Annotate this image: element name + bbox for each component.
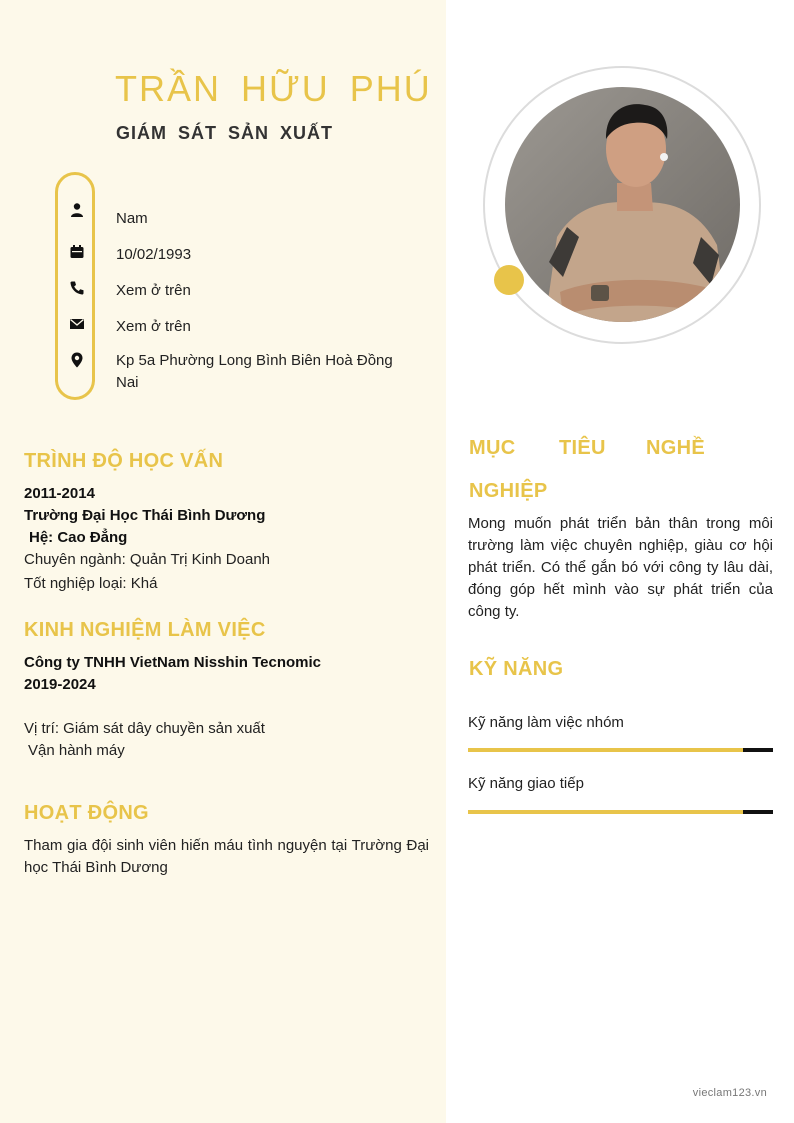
education-grade: Tốt nghiệp loại: Khá (24, 575, 158, 592)
contact-address: Kp 5a Phường Long Bình Biên Hoà Đồng Nai (116, 352, 393, 391)
activities-title: HOẠT ĐỘNG (24, 802, 149, 824)
objective-title-line-2: NGHIỆP (469, 480, 548, 502)
experience-task: Vận hành máy (28, 742, 125, 759)
skill-bar-1 (468, 748, 773, 752)
skill-bar-fill-1 (468, 748, 743, 752)
objective-title-word-1: MỤC (469, 437, 516, 459)
skill-label-2: Kỹ năng giao tiếp (468, 775, 584, 792)
skill-bar-2 (468, 810, 773, 814)
experience-company: Công ty TNHH VietNam Nisshin Tecnomic (24, 654, 321, 671)
contact-birthday: 10/02/1993 (116, 246, 192, 263)
skills-title: KỸ NĂNG (469, 658, 564, 680)
experience-position: Vị trí: Giám sát dây chuyền sản xuất (24, 720, 265, 737)
contact-email: Xem ở trên (116, 318, 191, 335)
education-major: Chuyên ngành: Quản Trị Kinh Doanh (24, 551, 270, 568)
education-system: Hệ: Cao Đẳng (29, 529, 128, 546)
education-school: Trường Đại Học Thái Bình Dương (24, 507, 266, 524)
skill-label-1: Kỹ năng làm việc nhóm (468, 714, 624, 731)
job-title: GIÁM SÁT SẢN XUẤT (116, 123, 334, 143)
objective-title-word-2: TIÊU (559, 437, 606, 459)
contact-phone: Xem ở trên (116, 282, 191, 299)
experience-title: KINH NGHIỆM LÀM VIỆC (24, 619, 266, 641)
objective-title-word-3: NGHỀ (646, 437, 705, 459)
experience-period: 2019-2024 (24, 676, 96, 693)
accent-dot (494, 265, 524, 295)
contact-gender: Nam (116, 210, 148, 227)
phone-icon (69, 280, 85, 296)
email-icon (69, 316, 85, 332)
calendar-icon (69, 244, 85, 260)
activities-text: Tham gia đội sinh viên hiến máu tình nguyện tại Trường Đại học Thái Bình Dương (24, 837, 429, 876)
person-icon (69, 202, 85, 218)
location-icon (69, 352, 85, 368)
education-title: TRÌNH ĐỘ HỌC VẤN (24, 450, 224, 472)
education-period: 2011-2014 (24, 485, 95, 502)
skill-bar-fill-2 (468, 810, 743, 814)
profile-photo (505, 87, 740, 322)
objective-text: Mong muốn phát triển bản thân trong môi trường làm việc chuyên nghiệp, giàu cơ hội phát triển. Có thể gắn bó với công ty lâu dài, đóng góp hết mình vào sự phát triển của công ty. (468, 515, 773, 620)
footer-brand: vieclam123.vn (692, 1087, 767, 1099)
candidate-name: TRẦN HỮU PHÚ (115, 68, 432, 109)
